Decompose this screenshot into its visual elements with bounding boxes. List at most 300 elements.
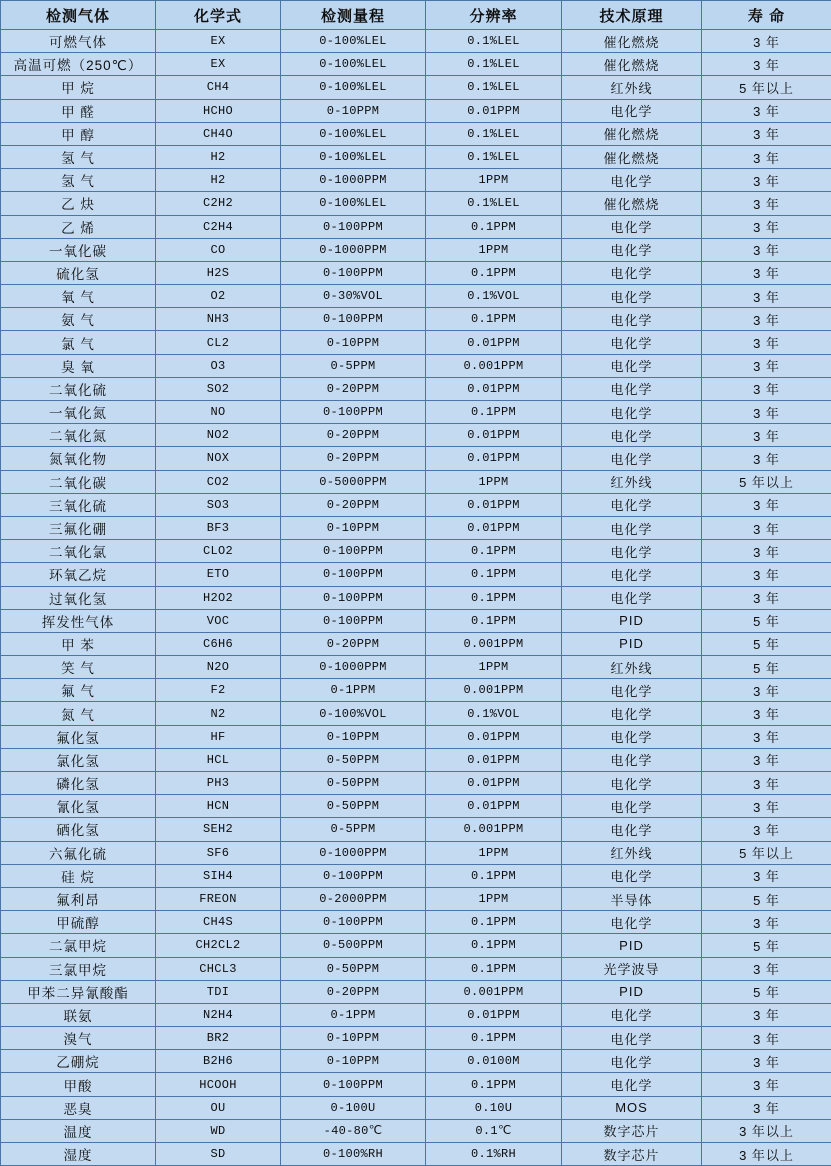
cell-detection-range: 0-50PPM — [281, 957, 426, 980]
cell-technology-principle: MOS — [562, 1096, 702, 1119]
table-row — [1, 261, 831, 284]
table-row — [1, 215, 831, 238]
cell-resolution: 1PPM — [426, 169, 562, 192]
cell-gas-name: 氯化氢 — [1, 748, 156, 771]
cell-detection-range: 0-1PPM — [281, 1003, 426, 1026]
cell-lifespan: 3 年 — [702, 308, 831, 331]
table-row — [1, 656, 831, 679]
cell-resolution: 1PPM — [426, 238, 562, 261]
cell-gas-name: 挥发性气体 — [1, 609, 156, 632]
cell-lifespan: 3 年 — [702, 1073, 831, 1096]
cell-chemical-formula: F2 — [156, 679, 281, 702]
cell-gas-name: 甲 烷 — [1, 76, 156, 99]
cell-detection-range: 0-1000PPM — [281, 169, 426, 192]
cell-lifespan: 3 年 — [702, 516, 831, 539]
cell-resolution: 0.1PPM — [426, 401, 562, 424]
cell-lifespan: 3 年 — [702, 53, 831, 76]
cell-detection-range: 0-500PPM — [281, 934, 426, 957]
cell-resolution: 0.1PPM — [426, 864, 562, 887]
table-row — [1, 818, 831, 841]
table-row — [1, 679, 831, 702]
cell-resolution: 0.1PPM — [426, 586, 562, 609]
cell-detection-range: 0-10PPM — [281, 725, 426, 748]
cell-detection-range: 0-100PPM — [281, 609, 426, 632]
cell-detection-range: 0-1000PPM — [281, 238, 426, 261]
cell-lifespan: 3 年 — [702, 679, 831, 702]
cell-detection-range: 0-1000PPM — [281, 841, 426, 864]
cell-resolution: 0.1PPM — [426, 934, 562, 957]
table-row — [1, 795, 831, 818]
cell-detection-range: 0-100PPM — [281, 215, 426, 238]
cell-gas-name: 氨 气 — [1, 308, 156, 331]
cell-technology-principle: 数字芯片 — [562, 1143, 702, 1166]
table-row — [1, 911, 831, 934]
cell-chemical-formula: BR2 — [156, 1027, 281, 1050]
cell-lifespan: 3 年 — [702, 354, 831, 377]
cell-resolution: 1PPM — [426, 887, 562, 910]
cell-gas-name: 氢 气 — [1, 169, 156, 192]
cell-resolution: 0.10U — [426, 1096, 562, 1119]
cell-lifespan: 3 年 — [702, 772, 831, 795]
cell-technology-principle: 电化学 — [562, 864, 702, 887]
cell-resolution: 0.1%LEL — [426, 192, 562, 215]
cell-chemical-formula: HCN — [156, 795, 281, 818]
cell-resolution: 1PPM — [426, 470, 562, 493]
cell-gas-name: 氟化氢 — [1, 725, 156, 748]
cell-lifespan: 5 年以上 — [702, 76, 831, 99]
table-row — [1, 540, 831, 563]
cell-lifespan: 3 年以上 — [702, 1143, 831, 1166]
cell-technology-principle: 催化燃烧 — [562, 192, 702, 215]
cell-lifespan: 3 年 — [702, 1027, 831, 1050]
cell-lifespan: 3 年 — [702, 1003, 831, 1026]
cell-technology-principle: 电化学 — [562, 795, 702, 818]
cell-technology-principle: 半导体 — [562, 887, 702, 910]
cell-lifespan: 3 年 — [702, 563, 831, 586]
table-header — [1, 1, 831, 30]
cell-technology-principle: 催化燃烧 — [562, 145, 702, 168]
cell-technology-principle: PID — [562, 609, 702, 632]
cell-detection-range: 0-100PPM — [281, 401, 426, 424]
cell-detection-range: 0-100PPM — [281, 586, 426, 609]
cell-detection-range: 0-100PPM — [281, 563, 426, 586]
cell-gas-name: 可燃气体 — [1, 30, 156, 53]
cell-resolution: 0.01PPM — [426, 447, 562, 470]
cell-gas-name: 二氧化碳 — [1, 470, 156, 493]
header-gas-name: 检测气体 — [1, 1, 156, 30]
cell-detection-range: 0-20PPM — [281, 493, 426, 516]
cell-chemical-formula: NOX — [156, 447, 281, 470]
cell-gas-name: 湿度 — [1, 1143, 156, 1166]
cell-chemical-formula: HCL — [156, 748, 281, 771]
cell-lifespan: 3 年 — [702, 285, 831, 308]
cell-gas-name: 一氧化氮 — [1, 401, 156, 424]
cell-resolution: 0.1PPM — [426, 609, 562, 632]
cell-gas-name: 氧 气 — [1, 285, 156, 308]
cell-resolution: 0.1PPM — [426, 308, 562, 331]
cell-chemical-formula: CL2 — [156, 331, 281, 354]
table-row — [1, 980, 831, 1003]
cell-detection-range: 0-10PPM — [281, 99, 426, 122]
cell-lifespan: 3 年 — [702, 586, 831, 609]
table-row — [1, 725, 831, 748]
cell-resolution: 0.1%LEL — [426, 76, 562, 99]
cell-technology-principle: 电化学 — [562, 702, 702, 725]
cell-gas-name: 氢 气 — [1, 145, 156, 168]
table-row — [1, 887, 831, 910]
table-row — [1, 99, 831, 122]
cell-technology-principle: 催化燃烧 — [562, 30, 702, 53]
cell-technology-principle: 电化学 — [562, 99, 702, 122]
cell-chemical-formula: N2 — [156, 702, 281, 725]
cell-chemical-formula: FREON — [156, 887, 281, 910]
cell-technology-principle: 电化学 — [562, 285, 702, 308]
cell-detection-range: 0-1PPM — [281, 679, 426, 702]
table-row — [1, 308, 831, 331]
cell-chemical-formula: CH4O — [156, 122, 281, 145]
table-row — [1, 76, 831, 99]
cell-detection-range: 0-20PPM — [281, 632, 426, 655]
cell-chemical-formula: CLO2 — [156, 540, 281, 563]
cell-gas-name: 氰化氢 — [1, 795, 156, 818]
cell-chemical-formula: EX — [156, 30, 281, 53]
cell-detection-range: 0-10PPM — [281, 331, 426, 354]
table-row — [1, 586, 831, 609]
cell-gas-name: 二氧化氯 — [1, 540, 156, 563]
cell-chemical-formula: B2H6 — [156, 1050, 281, 1073]
cell-detection-range: 0-100%LEL — [281, 122, 426, 145]
cell-resolution: 0.0100M — [426, 1050, 562, 1073]
table-row — [1, 957, 831, 980]
cell-gas-name: 三氧化硫 — [1, 493, 156, 516]
cell-detection-range: 0-20PPM — [281, 377, 426, 400]
cell-lifespan: 3 年 — [702, 864, 831, 887]
table-row — [1, 447, 831, 470]
cell-technology-principle: 电化学 — [562, 377, 702, 400]
cell-lifespan: 3 年 — [702, 424, 831, 447]
cell-gas-name: 三氯甲烷 — [1, 957, 156, 980]
cell-detection-range: 0-10PPM — [281, 516, 426, 539]
cell-chemical-formula: C2H4 — [156, 215, 281, 238]
cell-technology-principle: 电化学 — [562, 772, 702, 795]
cell-lifespan: 3 年 — [702, 331, 831, 354]
cell-resolution: 0.1%VOL — [426, 702, 562, 725]
cell-chemical-formula: PH3 — [156, 772, 281, 795]
cell-resolution: 0.1%LEL — [426, 145, 562, 168]
table-row — [1, 1050, 831, 1073]
cell-lifespan: 3 年 — [702, 401, 831, 424]
cell-technology-principle: 电化学 — [562, 1073, 702, 1096]
cell-detection-range: 0-100%VOL — [281, 702, 426, 725]
cell-technology-principle: 光学波导 — [562, 957, 702, 980]
cell-detection-range: 0-100%LEL — [281, 76, 426, 99]
cell-gas-name: 二氧化硫 — [1, 377, 156, 400]
table-row — [1, 53, 831, 76]
cell-resolution: 0.1PPM — [426, 261, 562, 284]
cell-lifespan: 5 年 — [702, 980, 831, 1003]
cell-technology-principle: 电化学 — [562, 215, 702, 238]
cell-technology-principle: PID — [562, 934, 702, 957]
table-row — [1, 285, 831, 308]
cell-lifespan: 3 年 — [702, 702, 831, 725]
cell-lifespan: 5 年以上 — [702, 470, 831, 493]
cell-chemical-formula: H2S — [156, 261, 281, 284]
cell-detection-range: 0-2000PPM — [281, 887, 426, 910]
cell-gas-name: 氮 气 — [1, 702, 156, 725]
cell-detection-range: 0-100U — [281, 1096, 426, 1119]
table-row — [1, 1003, 831, 1026]
cell-chemical-formula: SEH2 — [156, 818, 281, 841]
cell-lifespan: 3 年 — [702, 377, 831, 400]
cell-technology-principle: 红外线 — [562, 656, 702, 679]
table-row — [1, 331, 831, 354]
cell-resolution: 0.1PPM — [426, 540, 562, 563]
table-row — [1, 493, 831, 516]
cell-detection-range: 0-50PPM — [281, 748, 426, 771]
cell-gas-name: 甲苯二异氰酸酯 — [1, 980, 156, 1003]
cell-detection-range: 0-20PPM — [281, 447, 426, 470]
cell-technology-principle: 电化学 — [562, 516, 702, 539]
cell-lifespan: 3 年 — [702, 122, 831, 145]
cell-resolution: 0.01PPM — [426, 772, 562, 795]
cell-resolution: 0.01PPM — [426, 725, 562, 748]
cell-resolution: 0.1PPM — [426, 1073, 562, 1096]
cell-detection-range: -40-80℃ — [281, 1119, 426, 1142]
header-chemical-formula: 化学式 — [156, 1, 281, 30]
cell-chemical-formula: C6H6 — [156, 632, 281, 655]
table-row — [1, 1027, 831, 1050]
cell-technology-principle: 红外线 — [562, 841, 702, 864]
cell-resolution: 0.01PPM — [426, 99, 562, 122]
cell-technology-principle: 电化学 — [562, 447, 702, 470]
cell-lifespan: 5 年 — [702, 887, 831, 910]
cell-gas-name: 环氧乙烷 — [1, 563, 156, 586]
cell-technology-principle: PID — [562, 632, 702, 655]
cell-chemical-formula: O3 — [156, 354, 281, 377]
table-row — [1, 122, 831, 145]
cell-detection-range: 0-100PPM — [281, 261, 426, 284]
header-technology-principle: 技术原理 — [562, 1, 702, 30]
cell-technology-principle: PID — [562, 980, 702, 1003]
cell-lifespan: 3 年以上 — [702, 1119, 831, 1142]
cell-detection-range: 0-5PPM — [281, 354, 426, 377]
cell-chemical-formula: NH3 — [156, 308, 281, 331]
cell-detection-range: 0-100%LEL — [281, 192, 426, 215]
cell-detection-range: 0-50PPM — [281, 795, 426, 818]
cell-chemical-formula: SD — [156, 1143, 281, 1166]
cell-resolution: 0.01PPM — [426, 377, 562, 400]
table-row — [1, 516, 831, 539]
cell-gas-name: 恶臭 — [1, 1096, 156, 1119]
cell-technology-principle: 电化学 — [562, 308, 702, 331]
cell-chemical-formula: SF6 — [156, 841, 281, 864]
cell-technology-principle: 电化学 — [562, 540, 702, 563]
cell-resolution: 0.01PPM — [426, 424, 562, 447]
table-row — [1, 30, 831, 53]
cell-resolution: 0.01PPM — [426, 795, 562, 818]
cell-lifespan: 5 年 — [702, 934, 831, 957]
cell-chemical-formula: WD — [156, 1119, 281, 1142]
cell-technology-principle: 电化学 — [562, 238, 702, 261]
cell-chemical-formula: CO2 — [156, 470, 281, 493]
cell-gas-name: 氟利昂 — [1, 887, 156, 910]
table-row — [1, 401, 831, 424]
cell-gas-name: 甲 醇 — [1, 122, 156, 145]
cell-resolution: 0.1PPM — [426, 1027, 562, 1050]
cell-chemical-formula: CH4 — [156, 76, 281, 99]
cell-resolution: 0.001PPM — [426, 632, 562, 655]
cell-lifespan: 3 年 — [702, 795, 831, 818]
table-row — [1, 1119, 831, 1142]
cell-chemical-formula: C2H2 — [156, 192, 281, 215]
cell-technology-principle: 电化学 — [562, 169, 702, 192]
table-body — [1, 30, 831, 1166]
cell-detection-range: 0-20PPM — [281, 980, 426, 1003]
cell-gas-name: 联氨 — [1, 1003, 156, 1026]
cell-chemical-formula: CHCL3 — [156, 957, 281, 980]
table-row — [1, 470, 831, 493]
cell-chemical-formula: HCOOH — [156, 1073, 281, 1096]
table-row — [1, 1073, 831, 1096]
cell-resolution: 0.1%LEL — [426, 30, 562, 53]
cell-resolution: 0.1PPM — [426, 563, 562, 586]
cell-detection-range: 0-1000PPM — [281, 656, 426, 679]
cell-chemical-formula: CH2CL2 — [156, 934, 281, 957]
table-row — [1, 192, 831, 215]
cell-resolution: 0.1%RH — [426, 1143, 562, 1166]
header-lifespan: 寿 命 — [702, 1, 831, 30]
cell-chemical-formula: CH4S — [156, 911, 281, 934]
cell-lifespan: 3 年 — [702, 238, 831, 261]
cell-lifespan: 3 年 — [702, 911, 831, 934]
cell-detection-range: 0-30%VOL — [281, 285, 426, 308]
table-row — [1, 1096, 831, 1119]
cell-detection-range: 0-100%LEL — [281, 53, 426, 76]
cell-detection-range: 0-100PPM — [281, 864, 426, 887]
cell-technology-principle: 电化学 — [562, 818, 702, 841]
cell-resolution: 0.001PPM — [426, 679, 562, 702]
cell-technology-principle: 电化学 — [562, 401, 702, 424]
cell-lifespan: 5 年 — [702, 609, 831, 632]
cell-gas-name: 磷化氢 — [1, 772, 156, 795]
cell-chemical-formula: NO2 — [156, 424, 281, 447]
cell-gas-name: 硒化氢 — [1, 818, 156, 841]
cell-detection-range: 0-10PPM — [281, 1050, 426, 1073]
cell-resolution: 0.1℃ — [426, 1119, 562, 1142]
table-row — [1, 772, 831, 795]
cell-lifespan: 3 年 — [702, 540, 831, 563]
cell-chemical-formula: BF3 — [156, 516, 281, 539]
cell-detection-range: 0-100PPM — [281, 1073, 426, 1096]
cell-lifespan: 3 年 — [702, 1050, 831, 1073]
cell-gas-name: 甲 苯 — [1, 632, 156, 655]
cell-lifespan: 3 年 — [702, 30, 831, 53]
cell-lifespan: 5 年 — [702, 656, 831, 679]
table-row — [1, 864, 831, 887]
cell-resolution: 0.1PPM — [426, 911, 562, 934]
cell-gas-name: 氟 气 — [1, 679, 156, 702]
cell-resolution: 1PPM — [426, 841, 562, 864]
cell-gas-name: 氯 气 — [1, 331, 156, 354]
cell-chemical-formula: EX — [156, 53, 281, 76]
cell-detection-range: 0-100PPM — [281, 911, 426, 934]
table-row — [1, 702, 831, 725]
cell-resolution: 0.1%LEL — [426, 53, 562, 76]
cell-chemical-formula: O2 — [156, 285, 281, 308]
cell-resolution: 0.01PPM — [426, 748, 562, 771]
cell-lifespan: 3 年 — [702, 447, 831, 470]
cell-detection-range: 0-100PPM — [281, 308, 426, 331]
table-row — [1, 377, 831, 400]
cell-gas-name: 温度 — [1, 1119, 156, 1142]
cell-gas-name: 甲酸 — [1, 1073, 156, 1096]
cell-gas-name: 笑 气 — [1, 656, 156, 679]
cell-resolution: 1PPM — [426, 656, 562, 679]
cell-chemical-formula: NO — [156, 401, 281, 424]
cell-technology-principle: 电化学 — [562, 261, 702, 284]
cell-gas-name: 六氟化硫 — [1, 841, 156, 864]
header-resolution: 分辨率 — [426, 1, 562, 30]
cell-resolution: 0.001PPM — [426, 818, 562, 841]
cell-resolution: 0.001PPM — [426, 980, 562, 1003]
cell-chemical-formula: SO3 — [156, 493, 281, 516]
cell-gas-name: 乙 烯 — [1, 215, 156, 238]
cell-technology-principle: 电化学 — [562, 331, 702, 354]
cell-lifespan: 3 年 — [702, 145, 831, 168]
cell-chemical-formula: HF — [156, 725, 281, 748]
cell-chemical-formula: ETO — [156, 563, 281, 586]
cell-gas-name: 高温可燃（250℃） — [1, 53, 156, 76]
cell-detection-range: 0-5PPM — [281, 818, 426, 841]
table-row — [1, 145, 831, 168]
cell-chemical-formula: OU — [156, 1096, 281, 1119]
header-row — [1, 1, 831, 30]
cell-gas-name: 硫化氢 — [1, 261, 156, 284]
cell-technology-principle: 电化学 — [562, 748, 702, 771]
cell-technology-principle: 红外线 — [562, 470, 702, 493]
cell-lifespan: 3 年 — [702, 748, 831, 771]
cell-lifespan: 3 年 — [702, 1096, 831, 1119]
cell-detection-range: 0-50PPM — [281, 772, 426, 795]
cell-technology-principle: 电化学 — [562, 1027, 702, 1050]
cell-resolution: 0.1PPM — [426, 215, 562, 238]
table-row — [1, 354, 831, 377]
cell-lifespan: 5 年 — [702, 632, 831, 655]
cell-resolution: 0.01PPM — [426, 1003, 562, 1026]
cell-resolution: 0.001PPM — [426, 354, 562, 377]
table-row — [1, 563, 831, 586]
cell-lifespan: 3 年 — [702, 215, 831, 238]
cell-detection-range: 0-10PPM — [281, 1027, 426, 1050]
table-row — [1, 934, 831, 957]
cell-technology-principle: 数字芯片 — [562, 1119, 702, 1142]
cell-gas-name: 甲 醛 — [1, 99, 156, 122]
cell-gas-name: 硅 烷 — [1, 864, 156, 887]
cell-gas-name: 二氧化氮 — [1, 424, 156, 447]
table-row — [1, 609, 831, 632]
table-row — [1, 424, 831, 447]
cell-detection-range: 0-100%LEL — [281, 145, 426, 168]
cell-gas-name: 氮氧化物 — [1, 447, 156, 470]
cell-chemical-formula: SIH4 — [156, 864, 281, 887]
cell-technology-principle: 催化燃烧 — [562, 122, 702, 145]
cell-technology-principle: 电化学 — [562, 493, 702, 516]
cell-resolution: 0.01PPM — [426, 493, 562, 516]
cell-technology-principle: 电化学 — [562, 424, 702, 447]
cell-lifespan: 3 年 — [702, 99, 831, 122]
cell-technology-principle: 电化学 — [562, 354, 702, 377]
cell-chemical-formula: SO2 — [156, 377, 281, 400]
